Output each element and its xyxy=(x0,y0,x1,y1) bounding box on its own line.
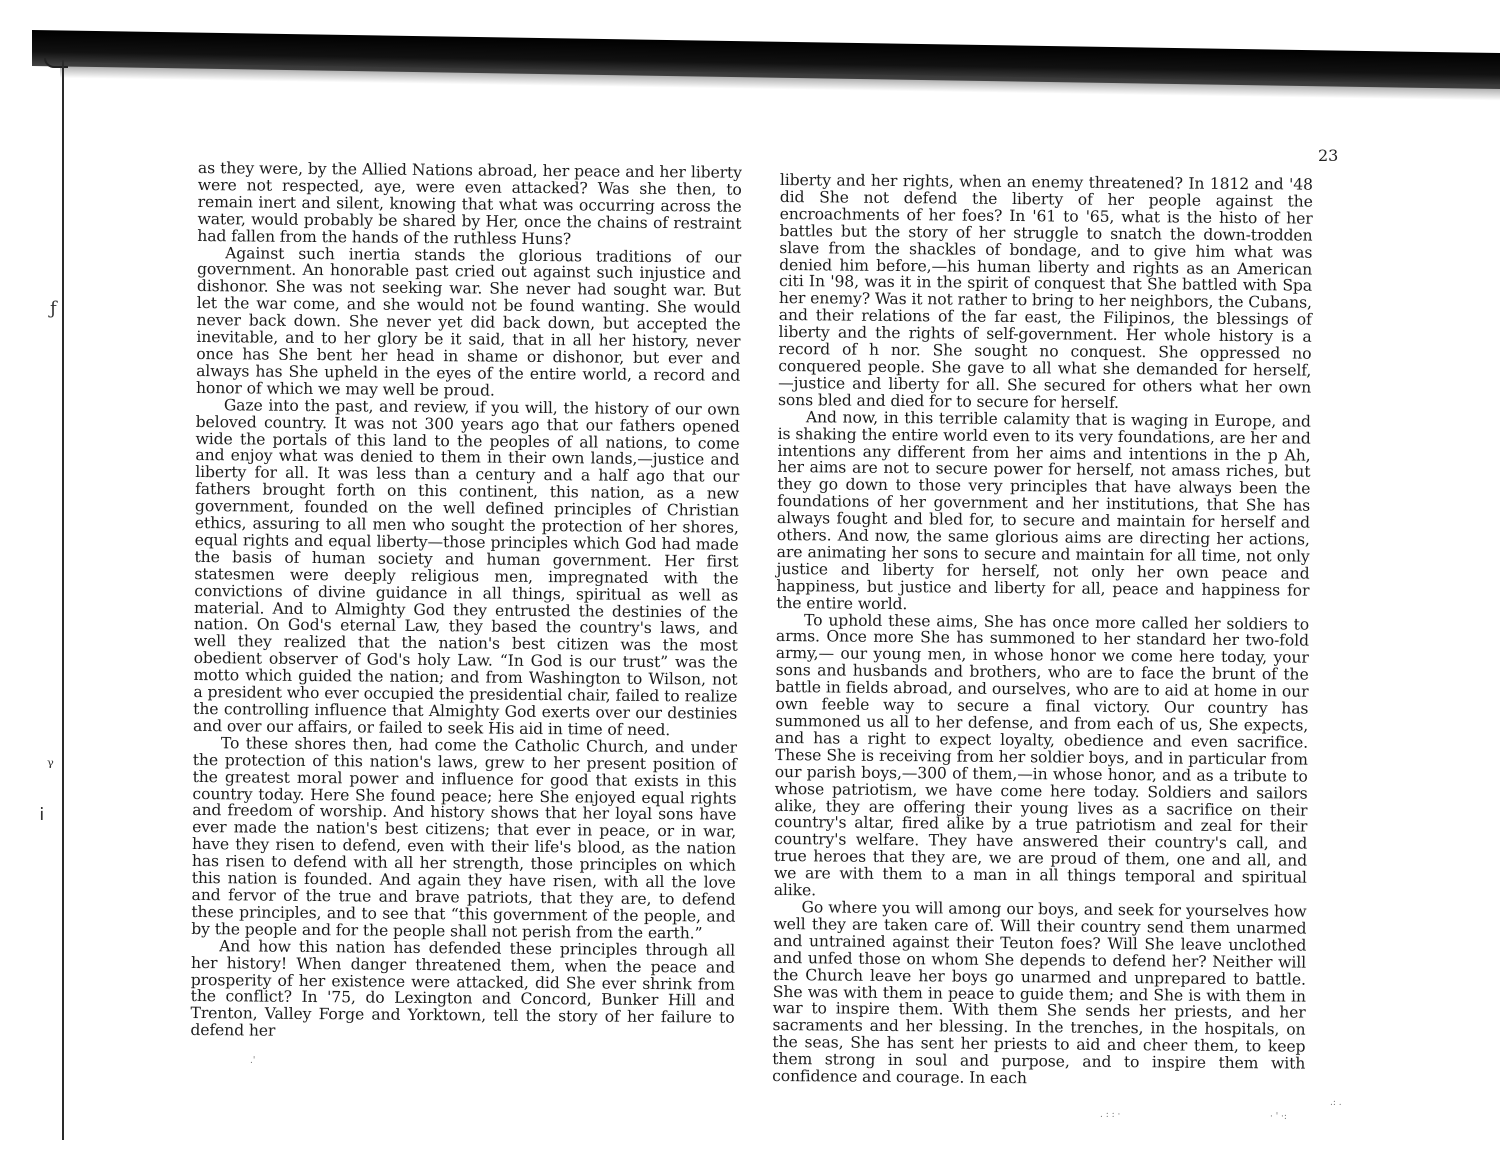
paragraph: And now, in this terrible calamity that is waging in Europe, and is shaking the entire world even to its very foundations, are her and intentions any different from her aims and intentions in the p Ah, her aims are not to secure power for herself, not amass riches, but they go down to those very principles that have always been the foundations of her government and her institutions, that She has always fought and bled for, to secure and maintain for herself and others. And now, the same glorious aims are directing her actions, are animating her sons to secure and maintain for all time, not only justice and liberty for herself, not only her own peace and happiness, but justice and liberty for all, peace and happiness for the entire world. xyxy=(776,407,1311,613)
paragraph: Against such inertia stands the glorious traditions of our government. An honorable past cried out against such injustice and dishonor. She was not seeking war. She never had sought war. But let the war come, and she would not be found wanting. She would never back down. She never yet did back down, but accepted the inevitable, and to her glory be it said, that in all her history, never once has She bent her head in shame or dishonor, but ever and always has She upheld in the eyes of the entire world, a record and honor of which we may well be proud. xyxy=(195,243,742,400)
paragraph: And how this nation has defended these principles through all her history! When danger threatened them, when the peace and prosperity of her existence were attacked, did She ever shrink from the conflict? In '75, do Lexington and Concord, Bunker Hill and Trenton, Valley Forge and Yorktown, tell the story of her failure to defend her xyxy=(190,936,736,1040)
paragraph: as they were, by the Allied Nations abroad, her peace and her liberty were not respected, aye, were even attacked? Was she then, to remain inert and silent, knowing that what was occurring across the water, would probably be shared by Her, once the chains of restraint had fallen from the hands of the ruthless Huns? xyxy=(197,159,742,248)
scan-speck: .' xyxy=(250,1056,256,1066)
paragraph: liberty and her rights, when an enemy threatened? In 1812 and '48 did She not defend the liberty of her people against the encroachments of her foes? In '61 to '65, what is the histo of her battles but the story of her struggle to snatch the down-trodden slave from the shackles of bondage, and to give him what was denied him before,—his human liberty and rights as an American citi In '98, was it in the spirit of conquest that She battled with Spa her enemy? Was it not rather to bring to her neighbors, the Cubans, and their relations of the far east, the Filipinos, the blessings of liberty and the rights of self-government. Her whole history is a record of h nor. She sought no conquest. She oppressed no conquered people. She gave to all what she demanded for herself,—justice and liberty for all. She secured for others what her own sons bled and died for to secure for herself. xyxy=(777,171,1313,412)
scan-left-edge-line xyxy=(62,60,64,1140)
scan-speck: .: . xyxy=(1330,1098,1342,1108)
scan-speck: · ' ·: xyxy=(1270,1112,1287,1122)
page-number: 23 xyxy=(1318,146,1339,165)
margin-mark: Ꭵ xyxy=(40,804,44,825)
margin-mark: ƒ xyxy=(50,298,57,319)
left-text-column xyxy=(190,160,742,1044)
paragraph: To uphold these aims, She has once more called her soldiers to arms. Once more She has summoned to her standard her two-fold army,— our young men, in whose honor we come here today, your sons and husbands and brothers, who are to face the brunt of the battle in fields abroad, and ourselves, who are to aid at home in our own feeble way to secure a final victory. Our country has summoned us all to her defense, and from each of us, She expects, and has a right to expect loyalty, obedience and even sacrifice. These She is receiving from her soldier boys, and in particular from our parish boys,—300 of them,—in whose honor, and as a tribute to whose patriotism, we have come here today. Soldiers and sailors alike, they are offering their young lives as a sacrifice on their country's altar, fired alike by a true patriotism and zeal for their country's welfare. They have answered their country's call, and true heroes that they are, we are proud of them, one and all, and we are with them to a man in all things temporal and spiritual alike. xyxy=(773,610,1310,900)
scan-speck: . : : · xyxy=(1100,1110,1121,1120)
right-text-column xyxy=(772,172,1313,1090)
scan-left-edge-curl xyxy=(44,58,68,68)
paragraph: To these shores then, had come the Catholic Church, and under the protection of this nation's laws, grew to her present position of the greatest moral power and influence for good that exists in this country today. Here She found peace; here She enjoyed equal rights and freedom of worship. And history shows that her loyal sons have ever made the nation's best citizens; that ever in peace, or in war, have they risen to defend, even with their life's blood, as the nation has risen to defend with all her strength, those principles on which this nation is founded. And again they have risen, with all the love and fervor of the true and brave patriots, that they are, to defend these principles, and to see that “this government of the people, and by the people and for the people shall not perish from the earth.” xyxy=(191,734,737,943)
paragraph: Go where you will among our boys, and seek for yourselves how well they are taken care of. Will their country send them unarmed and untrained against their Teuton foes? Will She leave unclothed and unfed those on whom She depends to defend her? Neither will the Church leave her boys go unarmed and unprepared to battle. She was with them in peace to guide them; and She is with them in war to inspire them. With them She sends her priests, and her sacraments and her blessing. In the trenches, in the hospitals, on the seas, She has sent her priests to aid and cheer them, to keep them strong in soul and purpose, and to inspire them with confidence and courage. In each xyxy=(772,898,1307,1088)
paragraph: Gaze into the past, and review, if you will, the history of our own beloved country. It was not 300 years ago that our fathers opened wide the portals of this land to the peoples of all nations, to come and enjoy what was denied to them in their own lands,—justice and liberty for all. It was less than a century and a half ago that our fathers brought forth on this continent, this nation, as a new government, founded on the well defined principles of Christian ethics, assuring to all men who sought the protection of her shores, equal rights and equal liberty—those principles which God had made the basis of human society and human government. Her first statesmen were deeply religious men, impregnated with the convictions of divine guidance in all things, spiritual as well as material. And to Almighty God they entrusted the destinies of the nation. On God's eternal Law, they based the country's laws, and well they realized that the nation's best citizen was the most obedient observer of God's holy Law. “In God is our trust” was the motto which guided the nation; and from Washington to Wilson, not a president who ever occupied the presidential chair, failed to realize the controlling influence that Almighty God exerts over our destinies and over our affairs, or failed to seek His aid in time of need. xyxy=(192,395,740,740)
margin-mark: ᵞ xyxy=(47,756,54,777)
